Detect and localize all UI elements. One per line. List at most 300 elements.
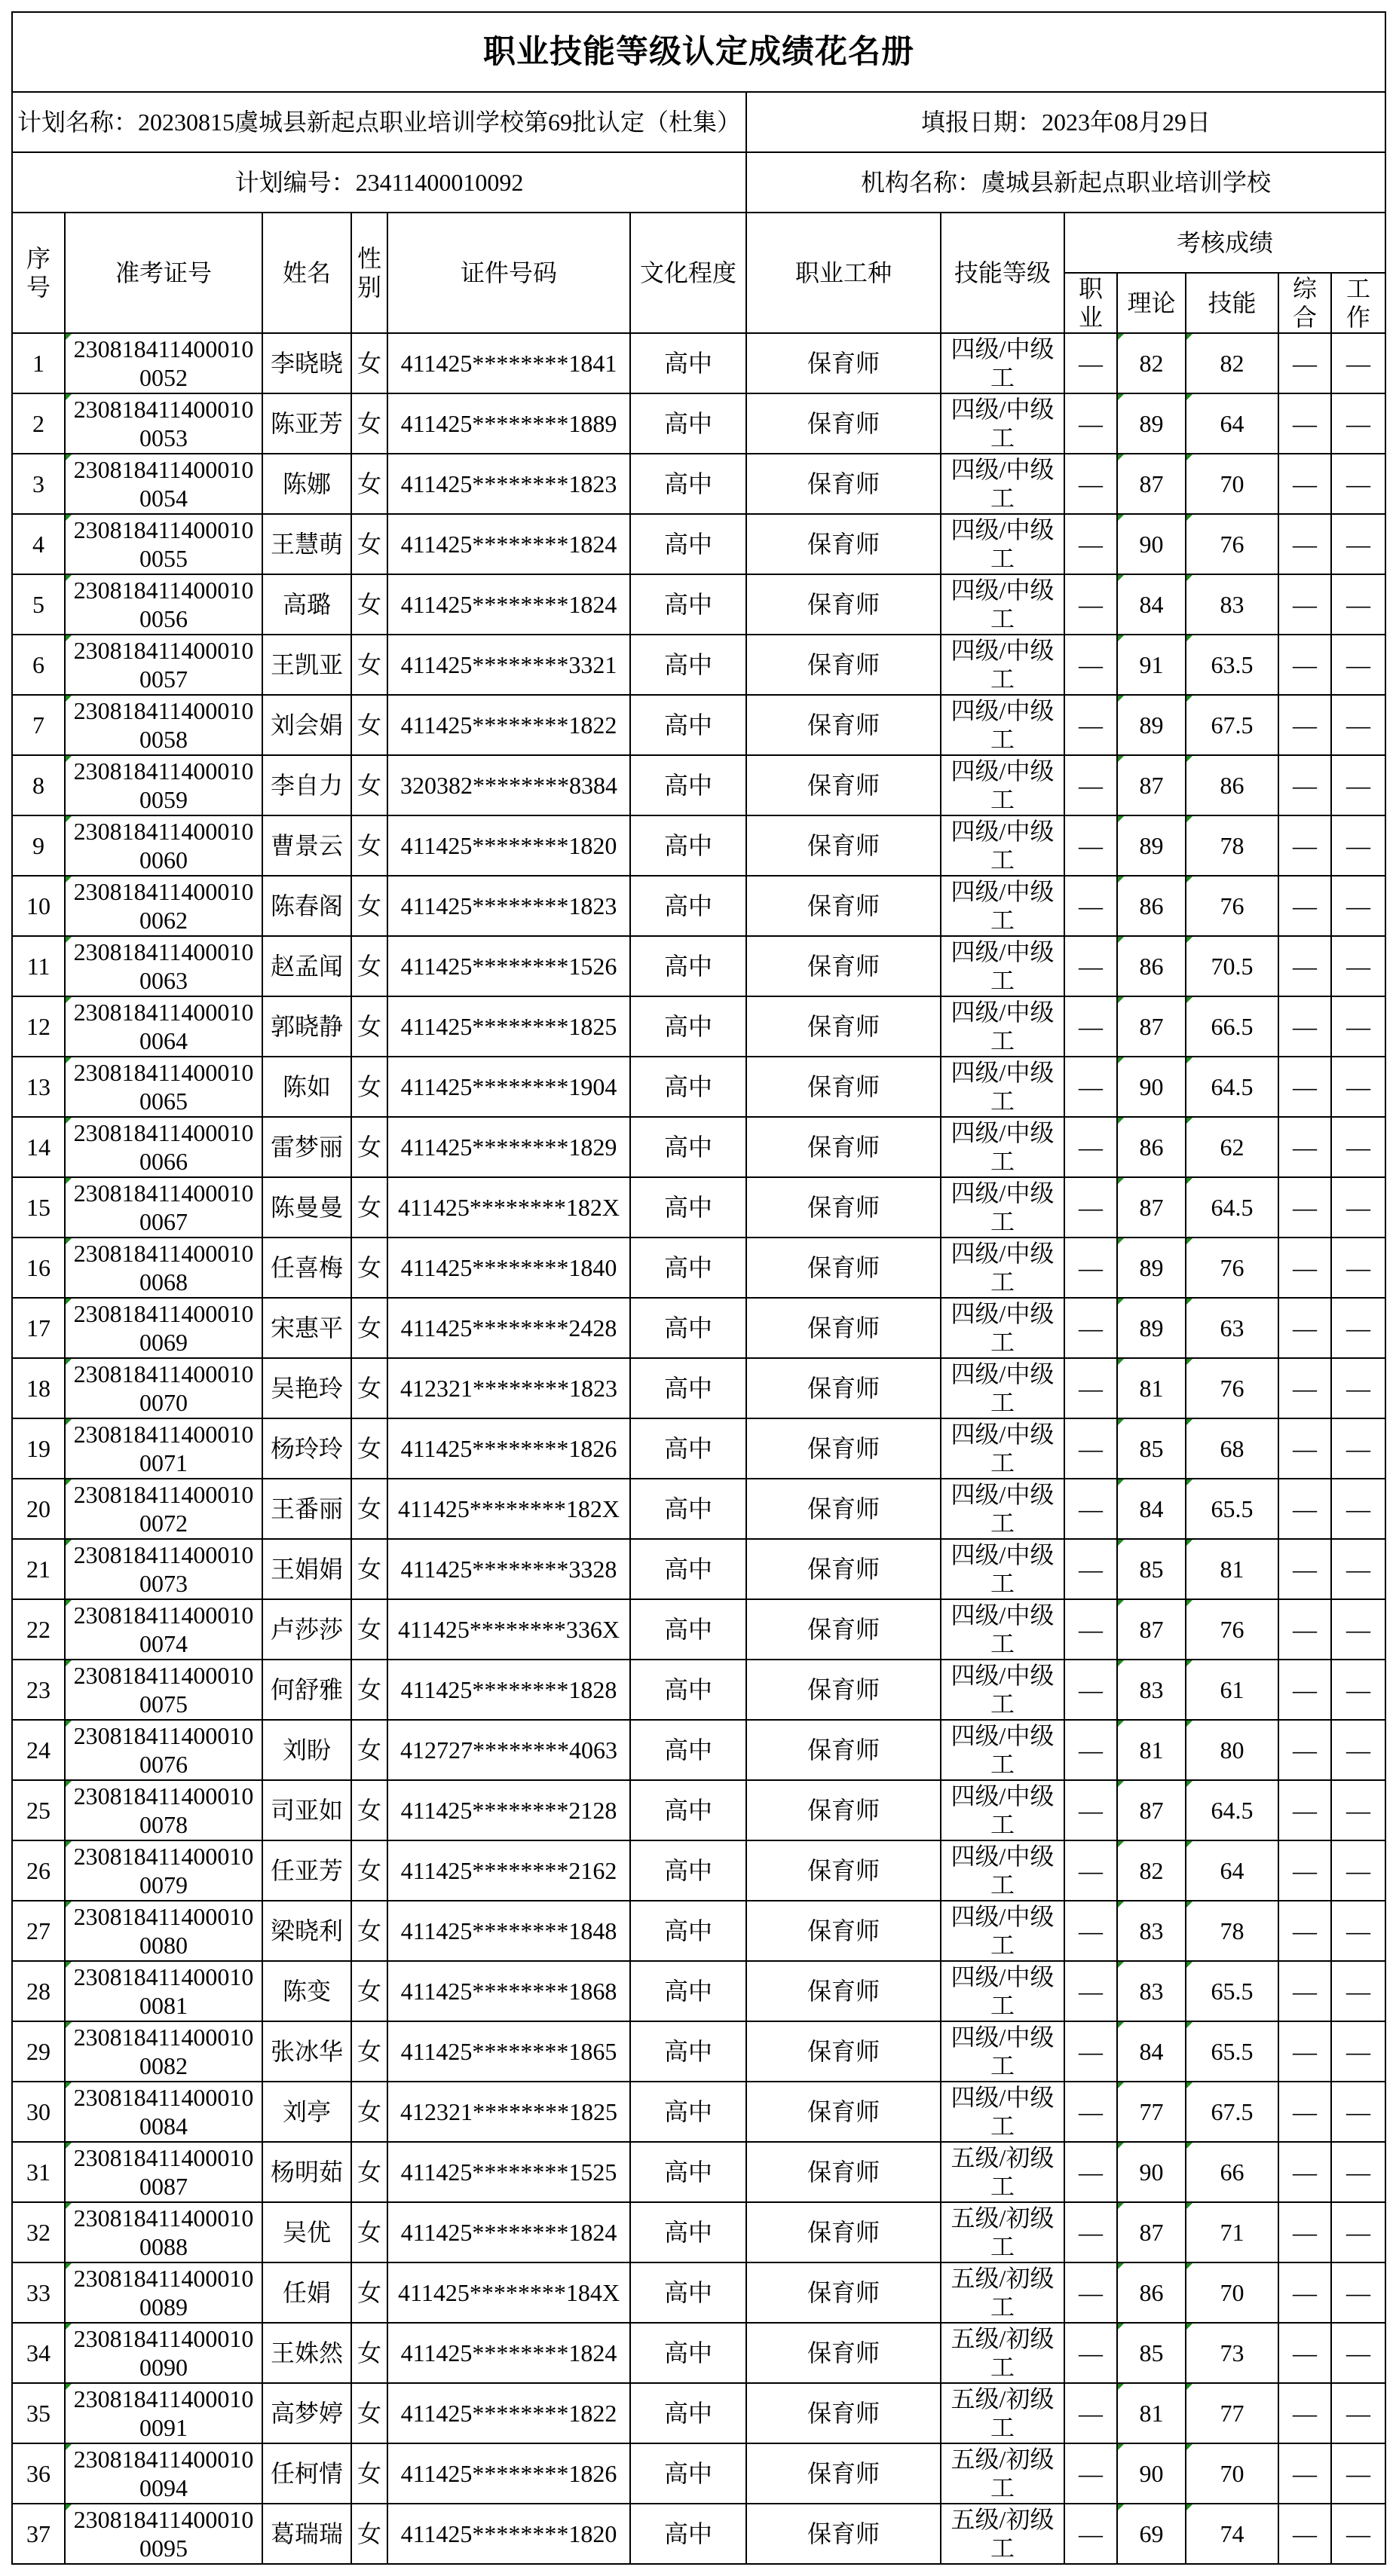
id-number-cell: 411425********1840 bbox=[387, 1238, 630, 1298]
education-cell: 高中 bbox=[630, 2202, 746, 2262]
seq-cell: 24 bbox=[12, 1720, 65, 1780]
skill-score-cell: 70 bbox=[1186, 2443, 1278, 2504]
work-score-cell: — bbox=[1331, 454, 1385, 514]
table-row bbox=[12, 1358, 1385, 1418]
occupational-score-cell: — bbox=[1064, 1840, 1117, 1901]
work-score-cell: — bbox=[1331, 1418, 1385, 1479]
table-row bbox=[12, 2504, 1385, 2564]
comprehensive-score-cell: — bbox=[1278, 1539, 1331, 1599]
id-number-cell: 411425********1823 bbox=[387, 876, 630, 936]
plan-number: 计划编号：23411400010092 bbox=[12, 152, 746, 213]
occupation-cell: 保育师 bbox=[746, 1901, 941, 1961]
id-number-cell: 412727********4063 bbox=[387, 1720, 630, 1780]
occupational-score-cell: — bbox=[1064, 1599, 1117, 1660]
seq-cell: 33 bbox=[12, 2262, 65, 2323]
name-cell: 杨玲玲 bbox=[262, 1418, 351, 1479]
occupational-score-cell: — bbox=[1064, 2021, 1117, 2082]
comprehensive-score-cell: — bbox=[1278, 1840, 1331, 1901]
skill-score-cell: 76 bbox=[1186, 1238, 1278, 1298]
education-cell: 高中 bbox=[630, 1961, 746, 2021]
gender-cell: 女 bbox=[351, 2443, 387, 2504]
id-number-cell: 411425********1848 bbox=[387, 1901, 630, 1961]
exam-id-cell: 2308184114000100067 bbox=[65, 1177, 262, 1238]
education-cell: 高中 bbox=[630, 1298, 746, 1358]
education-cell: 高中 bbox=[630, 574, 746, 635]
comprehensive-score-cell: — bbox=[1278, 2142, 1331, 2202]
gender-cell: 女 bbox=[351, 1901, 387, 1961]
table-row bbox=[12, 2443, 1385, 2504]
skill-level-cell: 四级/中级工 bbox=[941, 876, 1064, 936]
theory-score-cell: 86 bbox=[1117, 876, 1186, 936]
name-cell: 卢莎莎 bbox=[262, 1599, 351, 1660]
occupational-score-cell: — bbox=[1064, 2443, 1117, 2504]
seq-cell: 14 bbox=[12, 1117, 65, 1177]
education-cell: 高中 bbox=[630, 2504, 746, 2564]
theory-score-cell: 87 bbox=[1117, 454, 1186, 514]
name-cell: 高梦婷 bbox=[262, 2383, 351, 2443]
skill-level-cell: 五级/初级工 bbox=[941, 2202, 1064, 2262]
name-cell: 高璐 bbox=[262, 574, 351, 635]
comprehensive-score-cell: — bbox=[1278, 936, 1331, 996]
column-header-exam-id: 准考证号 bbox=[65, 213, 262, 333]
column-header-name: 姓名 bbox=[262, 213, 351, 333]
exam-id-cell: 2308184114000100076 bbox=[65, 1720, 262, 1780]
skill-score-cell: 70.5 bbox=[1186, 936, 1278, 996]
seq-cell: 3 bbox=[12, 454, 65, 514]
skill-score-cell: 70 bbox=[1186, 454, 1278, 514]
gender-cell: 女 bbox=[351, 1660, 387, 1720]
work-score-cell: — bbox=[1331, 1298, 1385, 1358]
occupational-score-cell: — bbox=[1064, 454, 1117, 514]
occupational-score-cell: — bbox=[1064, 695, 1117, 755]
skill-score-cell: 63.5 bbox=[1186, 635, 1278, 695]
name-cell: 王姝然 bbox=[262, 2323, 351, 2383]
gender-cell: 女 bbox=[351, 996, 387, 1057]
exam-id-cell: 2308184114000100072 bbox=[65, 1479, 262, 1539]
comprehensive-score-cell: — bbox=[1278, 2383, 1331, 2443]
skill-score-cell: 64.5 bbox=[1186, 1177, 1278, 1238]
name-cell: 吴艳玲 bbox=[262, 1358, 351, 1418]
id-number-cell: 411425********1824 bbox=[387, 514, 630, 574]
table-row bbox=[12, 1780, 1385, 1840]
seq-cell: 6 bbox=[12, 635, 65, 695]
table-row bbox=[12, 1117, 1385, 1177]
gender-cell: 女 bbox=[351, 333, 387, 393]
exam-id-cell: 2308184114000100079 bbox=[65, 1840, 262, 1901]
seq-cell: 18 bbox=[12, 1358, 65, 1418]
comprehensive-score-cell: — bbox=[1278, 695, 1331, 755]
table-row bbox=[12, 2202, 1385, 2262]
work-score-cell: — bbox=[1331, 1720, 1385, 1780]
id-number-cell: 411425********1820 bbox=[387, 815, 630, 876]
table-row bbox=[12, 2323, 1385, 2383]
gender-cell: 女 bbox=[351, 876, 387, 936]
occupational-score-cell: — bbox=[1064, 1780, 1117, 1840]
occupation-cell: 保育师 bbox=[746, 1961, 941, 2021]
comprehensive-score-cell: — bbox=[1278, 2504, 1331, 2564]
occupation-cell: 保育师 bbox=[746, 2383, 941, 2443]
skill-score-cell: 64 bbox=[1186, 393, 1278, 454]
page-title: 职业技能等级认定成绩花名册 bbox=[12, 12, 1385, 92]
table-row bbox=[12, 996, 1385, 1057]
skill-score-cell: 82 bbox=[1186, 333, 1278, 393]
education-cell: 高中 bbox=[630, 996, 746, 1057]
skill-score-cell: 66.5 bbox=[1186, 996, 1278, 1057]
skill-score-cell: 76 bbox=[1186, 1599, 1278, 1660]
name-cell: 陈春阁 bbox=[262, 876, 351, 936]
column-header-education: 文化程度 bbox=[630, 213, 746, 333]
education-cell: 高中 bbox=[630, 1901, 746, 1961]
work-score-cell: — bbox=[1331, 2021, 1385, 2082]
skill-score-cell: 66 bbox=[1186, 2142, 1278, 2202]
id-number-cell: 411425********2428 bbox=[387, 1298, 630, 1358]
table-row bbox=[12, 1298, 1385, 1358]
skill-level-cell: 五级/初级工 bbox=[941, 2262, 1064, 2323]
skill-level-cell: 四级/中级工 bbox=[941, 1840, 1064, 1901]
work-score-cell: — bbox=[1331, 1358, 1385, 1418]
education-cell: 高中 bbox=[630, 1358, 746, 1418]
occupation-cell: 保育师 bbox=[746, 1177, 941, 1238]
occupation-cell: 保育师 bbox=[746, 514, 941, 574]
occupation-cell: 保育师 bbox=[746, 574, 941, 635]
name-cell: 陈如 bbox=[262, 1057, 351, 1117]
exam-id-cell: 2308184114000100088 bbox=[65, 2202, 262, 2262]
education-cell: 高中 bbox=[630, 1057, 746, 1117]
skill-score-cell: 86 bbox=[1186, 755, 1278, 815]
exam-id-cell: 2308184114000100059 bbox=[65, 755, 262, 815]
table-row bbox=[12, 454, 1385, 514]
exam-id-cell: 2308184114000100095 bbox=[65, 2504, 262, 2564]
exam-id-cell: 2308184114000100066 bbox=[65, 1117, 262, 1177]
occupation-cell: 保育师 bbox=[746, 2504, 941, 2564]
occupation-cell: 保育师 bbox=[746, 876, 941, 936]
plan-info-row bbox=[12, 92, 1385, 152]
education-cell: 高中 bbox=[630, 2323, 746, 2383]
occupational-score-cell: — bbox=[1064, 876, 1117, 936]
occupational-score-cell: — bbox=[1064, 936, 1117, 996]
id-number-cell: 411425********182X bbox=[387, 1177, 630, 1238]
gender-cell: 女 bbox=[351, 2262, 387, 2323]
gender-cell: 女 bbox=[351, 1418, 387, 1479]
exam-id-cell: 2308184114000100090 bbox=[65, 2323, 262, 2383]
work-score-cell: — bbox=[1331, 1961, 1385, 2021]
work-score-cell: — bbox=[1331, 1599, 1385, 1660]
skill-score-cell: 78 bbox=[1186, 1901, 1278, 1961]
theory-score-cell: 84 bbox=[1117, 1479, 1186, 1539]
table-row bbox=[12, 1901, 1385, 1961]
theory-score-cell: 69 bbox=[1117, 2504, 1186, 2564]
occupational-score-cell: — bbox=[1064, 755, 1117, 815]
comprehensive-score-cell: — bbox=[1278, 1479, 1331, 1539]
comprehensive-score-cell: — bbox=[1278, 2202, 1331, 2262]
occupation-cell: 保育师 bbox=[746, 2323, 941, 2383]
table-row bbox=[12, 1479, 1385, 1539]
table-row bbox=[12, 1057, 1385, 1117]
column-header-comprehensive: 综合 bbox=[1278, 273, 1331, 333]
work-score-cell: — bbox=[1331, 2323, 1385, 2383]
skill-score-cell: 76 bbox=[1186, 876, 1278, 936]
id-number-cell: 411425********1824 bbox=[387, 2323, 630, 2383]
skill-level-cell: 四级/中级工 bbox=[941, 1358, 1064, 1418]
theory-score-cell: 87 bbox=[1117, 755, 1186, 815]
skill-score-cell: 64 bbox=[1186, 1840, 1278, 1901]
exam-id-cell: 2308184114000100075 bbox=[65, 1660, 262, 1720]
table-row bbox=[12, 2082, 1385, 2142]
comprehensive-score-cell: — bbox=[1278, 2082, 1331, 2142]
plan-number-row bbox=[12, 152, 1385, 213]
work-score-cell: — bbox=[1331, 2443, 1385, 2504]
id-number-cell: 411425********1526 bbox=[387, 936, 630, 996]
occupational-score-cell: — bbox=[1064, 1720, 1117, 1780]
exam-id-cell: 2308184114000100094 bbox=[65, 2443, 262, 2504]
id-number-cell: 411425********3321 bbox=[387, 635, 630, 695]
work-score-cell: — bbox=[1331, 1177, 1385, 1238]
exam-id-cell: 2308184114000100074 bbox=[65, 1599, 262, 1660]
comprehensive-score-cell: — bbox=[1278, 393, 1331, 454]
occupational-score-cell: — bbox=[1064, 635, 1117, 695]
theory-score-cell: 81 bbox=[1117, 2383, 1186, 2443]
work-score-cell: — bbox=[1331, 936, 1385, 996]
seq-cell: 16 bbox=[12, 1238, 65, 1298]
occupation-cell: 保育师 bbox=[746, 2021, 941, 2082]
occupation-cell: 保育师 bbox=[746, 1479, 941, 1539]
comprehensive-score-cell: — bbox=[1278, 2021, 1331, 2082]
education-cell: 高中 bbox=[630, 1479, 746, 1539]
skill-score-cell: 65.5 bbox=[1186, 1961, 1278, 2021]
comprehensive-score-cell: — bbox=[1278, 815, 1331, 876]
comprehensive-score-cell: — bbox=[1278, 1177, 1331, 1238]
name-cell: 李自力 bbox=[262, 755, 351, 815]
gender-cell: 女 bbox=[351, 2082, 387, 2142]
education-cell: 高中 bbox=[630, 2262, 746, 2323]
id-number-cell: 411425********2162 bbox=[387, 1840, 630, 1901]
id-number-cell: 411425********1904 bbox=[387, 1057, 630, 1117]
skill-level-cell: 四级/中级工 bbox=[941, 1238, 1064, 1298]
education-cell: 高中 bbox=[630, 1539, 746, 1599]
skill-score-cell: 78 bbox=[1186, 815, 1278, 876]
skill-level-cell: 四级/中级工 bbox=[941, 2021, 1064, 2082]
occupation-cell: 保育师 bbox=[746, 815, 941, 876]
name-cell: 任喜梅 bbox=[262, 1238, 351, 1298]
skill-level-cell: 四级/中级工 bbox=[941, 1780, 1064, 1840]
column-header-occupational: 职业 bbox=[1064, 273, 1117, 333]
theory-score-cell: 90 bbox=[1117, 2443, 1186, 2504]
occupational-score-cell: — bbox=[1064, 2142, 1117, 2202]
education-cell: 高中 bbox=[630, 1720, 746, 1780]
theory-score-cell: 90 bbox=[1117, 2142, 1186, 2202]
occupation-cell: 保育师 bbox=[746, 1780, 941, 1840]
exam-id-cell: 2308184114000100089 bbox=[65, 2262, 262, 2323]
name-cell: 任柯情 bbox=[262, 2443, 351, 2504]
education-cell: 高中 bbox=[630, 876, 746, 936]
seq-cell: 8 bbox=[12, 755, 65, 815]
seq-cell: 34 bbox=[12, 2323, 65, 2383]
gender-cell: 女 bbox=[351, 1780, 387, 1840]
work-score-cell: — bbox=[1331, 695, 1385, 755]
skill-score-cell: 74 bbox=[1186, 2504, 1278, 2564]
skill-level-cell: 四级/中级工 bbox=[941, 755, 1064, 815]
skill-score-cell: 67.5 bbox=[1186, 2082, 1278, 2142]
gender-cell: 女 bbox=[351, 1479, 387, 1539]
name-cell: 葛瑞瑞 bbox=[262, 2504, 351, 2564]
name-cell: 曹景云 bbox=[262, 815, 351, 876]
id-number-cell: 411425********1889 bbox=[387, 393, 630, 454]
gender-cell: 女 bbox=[351, 1358, 387, 1418]
work-score-cell: — bbox=[1331, 1117, 1385, 1177]
skill-level-cell: 四级/中级工 bbox=[941, 1660, 1064, 1720]
work-score-cell: — bbox=[1331, 1539, 1385, 1599]
theory-score-cell: 83 bbox=[1117, 1660, 1186, 1720]
name-cell: 梁晓利 bbox=[262, 1901, 351, 1961]
gender-cell: 女 bbox=[351, 2323, 387, 2383]
occupational-score-cell: — bbox=[1064, 2202, 1117, 2262]
id-number-cell: 411425********1868 bbox=[387, 1961, 630, 2021]
table-row bbox=[12, 1840, 1385, 1901]
seq-cell: 17 bbox=[12, 1298, 65, 1358]
theory-score-cell: 87 bbox=[1117, 1177, 1186, 1238]
id-number-cell: 412321********1823 bbox=[387, 1358, 630, 1418]
gender-cell: 女 bbox=[351, 695, 387, 755]
name-cell: 雷梦丽 bbox=[262, 1117, 351, 1177]
work-score-cell: — bbox=[1331, 574, 1385, 635]
comprehensive-score-cell: — bbox=[1278, 635, 1331, 695]
id-number-cell: 411425********1841 bbox=[387, 333, 630, 393]
skill-score-cell: 64.5 bbox=[1186, 1780, 1278, 1840]
title-row bbox=[12, 12, 1385, 92]
id-number-cell: 411425********1824 bbox=[387, 2202, 630, 2262]
education-cell: 高中 bbox=[630, 514, 746, 574]
gender-cell: 女 bbox=[351, 514, 387, 574]
skill-score-cell: 61 bbox=[1186, 1660, 1278, 1720]
education-cell: 高中 bbox=[630, 1418, 746, 1479]
occupational-score-cell: — bbox=[1064, 1298, 1117, 1358]
exam-id-cell: 2308184114000100055 bbox=[65, 514, 262, 574]
table-row bbox=[12, 1720, 1385, 1780]
gender-cell: 女 bbox=[351, 2202, 387, 2262]
skill-level-cell: 四级/中级工 bbox=[941, 815, 1064, 876]
id-number-cell: 411425********3328 bbox=[387, 1539, 630, 1599]
theory-score-cell: 84 bbox=[1117, 2021, 1186, 2082]
column-header-skill-level: 技能等级 bbox=[941, 213, 1064, 333]
gender-cell: 女 bbox=[351, 574, 387, 635]
work-score-cell: — bbox=[1331, 815, 1385, 876]
education-cell: 高中 bbox=[630, 2383, 746, 2443]
name-cell: 赵孟闻 bbox=[262, 936, 351, 996]
name-cell: 李晓晓 bbox=[262, 333, 351, 393]
skill-level-cell: 四级/中级工 bbox=[941, 333, 1064, 393]
name-cell: 刘盼 bbox=[262, 1720, 351, 1780]
exam-id-cell: 2308184114000100081 bbox=[65, 1961, 262, 2021]
gender-cell: 女 bbox=[351, 815, 387, 876]
gender-cell: 女 bbox=[351, 635, 387, 695]
occupational-score-cell: — bbox=[1064, 1479, 1117, 1539]
gender-cell: 女 bbox=[351, 1057, 387, 1117]
exam-id-cell: 2308184114000100060 bbox=[65, 815, 262, 876]
name-cell: 杨明茹 bbox=[262, 2142, 351, 2202]
occupational-score-cell: — bbox=[1064, 1660, 1117, 1720]
column-header-theory: 理论 bbox=[1117, 273, 1186, 333]
education-cell: 高中 bbox=[630, 1238, 746, 1298]
id-number-cell: 412321********1825 bbox=[387, 2082, 630, 2142]
exam-id-cell: 2308184114000100071 bbox=[65, 1418, 262, 1479]
comprehensive-score-cell: — bbox=[1278, 1961, 1331, 2021]
id-number-cell: 411425********336X bbox=[387, 1599, 630, 1660]
occupation-cell: 保育师 bbox=[746, 2082, 941, 2142]
comprehensive-score-cell: — bbox=[1278, 454, 1331, 514]
skill-score-cell: 64.5 bbox=[1186, 1057, 1278, 1117]
work-score-cell: — bbox=[1331, 1840, 1385, 1901]
occupational-score-cell: — bbox=[1064, 1961, 1117, 2021]
table-row bbox=[12, 1599, 1385, 1660]
gender-cell: 女 bbox=[351, 2504, 387, 2564]
occupational-score-cell: — bbox=[1064, 2504, 1117, 2564]
theory-score-cell: 84 bbox=[1117, 574, 1186, 635]
seq-cell: 22 bbox=[12, 1599, 65, 1660]
name-cell: 陈变 bbox=[262, 1961, 351, 2021]
name-cell: 何舒雅 bbox=[262, 1660, 351, 1720]
seq-cell: 27 bbox=[12, 1901, 65, 1961]
id-number-cell: 411425********182X bbox=[387, 1479, 630, 1539]
occupational-score-cell: — bbox=[1064, 2262, 1117, 2323]
occupation-cell: 保育师 bbox=[746, 635, 941, 695]
table-row bbox=[12, 2021, 1385, 2082]
work-score-cell: — bbox=[1331, 1057, 1385, 1117]
seq-cell: 25 bbox=[12, 1780, 65, 1840]
exam-id-cell: 2308184114000100087 bbox=[65, 2142, 262, 2202]
seq-cell: 5 bbox=[12, 574, 65, 635]
comprehensive-score-cell: — bbox=[1278, 1720, 1331, 1780]
fill-date: 填报日期：2023年08月29日 bbox=[746, 92, 1385, 152]
education-cell: 高中 bbox=[630, 815, 746, 876]
name-cell: 王慧萌 bbox=[262, 514, 351, 574]
gender-cell: 女 bbox=[351, 454, 387, 514]
occupational-score-cell: — bbox=[1064, 1539, 1117, 1599]
occupational-score-cell: — bbox=[1064, 1057, 1117, 1117]
occupational-score-cell: — bbox=[1064, 1117, 1117, 1177]
seq-cell: 37 bbox=[12, 2504, 65, 2564]
skill-level-cell: 四级/中级工 bbox=[941, 514, 1064, 574]
table-row bbox=[12, 333, 1385, 393]
work-score-cell: — bbox=[1331, 333, 1385, 393]
education-cell: 高中 bbox=[630, 454, 746, 514]
skill-score-cell: 81 bbox=[1186, 1539, 1278, 1599]
exam-id-cell: 2308184114000100073 bbox=[65, 1539, 262, 1599]
occupation-cell: 保育师 bbox=[746, 454, 941, 514]
table-row bbox=[12, 755, 1385, 815]
occupation-cell: 保育师 bbox=[746, 1599, 941, 1660]
skill-level-cell: 四级/中级工 bbox=[941, 574, 1064, 635]
name-cell: 刘亭 bbox=[262, 2082, 351, 2142]
skill-level-cell: 五级/初级工 bbox=[941, 2383, 1064, 2443]
column-header-id-number: 证件号码 bbox=[387, 213, 630, 333]
education-cell: 高中 bbox=[630, 936, 746, 996]
institution-name: 机构名称：虞城县新起点职业培训学校 bbox=[746, 152, 1385, 213]
theory-score-cell: 83 bbox=[1117, 1961, 1186, 2021]
id-number-cell: 411425********1822 bbox=[387, 695, 630, 755]
work-score-cell: — bbox=[1331, 1238, 1385, 1298]
theory-score-cell: 85 bbox=[1117, 2323, 1186, 2383]
comprehensive-score-cell: — bbox=[1278, 876, 1331, 936]
name-cell: 刘会娟 bbox=[262, 695, 351, 755]
comprehensive-score-cell: — bbox=[1278, 1901, 1331, 1961]
theory-score-cell: 89 bbox=[1117, 393, 1186, 454]
skill-level-cell: 四级/中级工 bbox=[941, 1298, 1064, 1358]
skill-score-cell: 70 bbox=[1186, 2262, 1278, 2323]
name-cell: 陈曼曼 bbox=[262, 1177, 351, 1238]
name-cell: 任娟 bbox=[262, 2262, 351, 2323]
seq-cell: 4 bbox=[12, 514, 65, 574]
name-cell: 王凯亚 bbox=[262, 635, 351, 695]
